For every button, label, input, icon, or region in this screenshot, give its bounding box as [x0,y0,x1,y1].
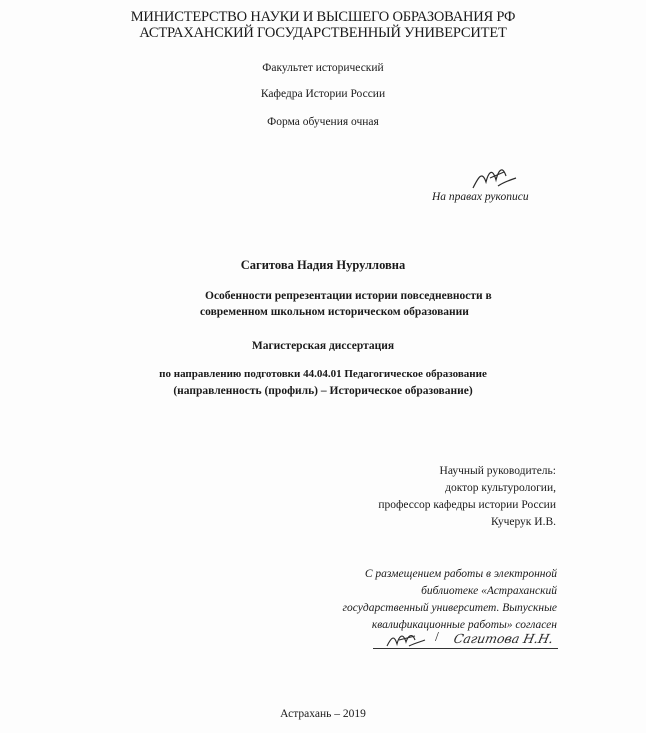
signature-separator: / [435,630,439,645]
handwritten-signature [470,160,520,194]
author-name: Сагитова Надия Нурулловна [240,258,406,272]
consent-line-3: государственный университет. Выпускные [342,602,557,614]
thesis-title-line-1: Особенности репрезентации истории повседневности в [205,290,492,302]
direction-line-1: по направлению подготовки 44.04.01 Педагогическое образование [159,368,487,380]
consent-line-2: библиотеке «Астраханский [421,585,557,597]
ministry-line: МИНИСТЕРСТВО НАУКИ И ВЫСШЕГО ОБРАЗОВАНИЯ РФ [130,9,516,25]
supervisor-label: Научный руководитель: [439,465,556,477]
supervisor-signature [385,628,427,650]
work-type: Магистерская диссертация [251,340,395,352]
department-line: Кафедра Истории России [260,88,386,100]
supervisor-name: Кучерук И.В. [491,516,556,528]
university-line: АСТРАХАНСКИЙ ГОСУДАРСТВЕННЫЙ УНИВЕРСИТЕТ [139,25,507,41]
supervisor-degree: доктор культурологии, [445,482,556,494]
direction-line-2: (направленность (профиль) – Историческое образование) [173,385,473,397]
student-handwritten-name: Сагитова Н.Н. [452,631,555,646]
study-form-line: Форма обучения очная [267,116,379,128]
faculty-line: Факультет исторический [262,62,384,74]
supervisor-position: профессор кафедры истории России [378,499,556,511]
consent-line-4: квалификационные работы» согласен [371,619,557,631]
city-year: Астрахань – 2019 [280,708,366,720]
consent-line-1: С размещением работы в электронной [364,568,557,580]
manuscript-rights: На правах рукописи [432,191,529,203]
thesis-title-line-2: современном школьном историческом образовании [200,306,469,318]
